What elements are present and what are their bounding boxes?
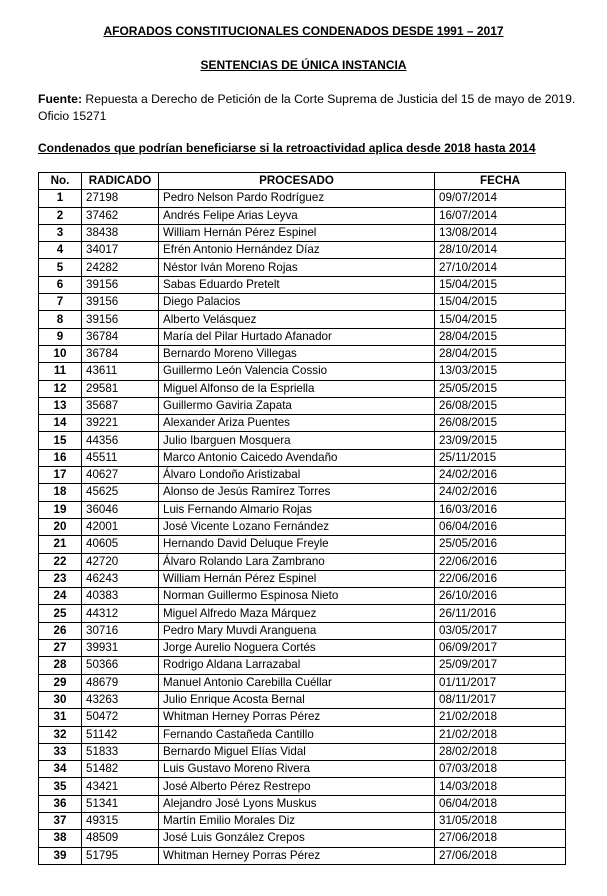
row-procesado: Guillermo Gaviria Zapata [159,397,435,414]
row-procesado: Guillermo León Valencia Cossio [159,363,435,380]
table-header-row [39,173,566,190]
row-number: 18 [39,484,82,501]
table-row [39,311,566,328]
row-number: 38 [39,830,82,847]
row-fecha: 06/04/2016 [435,518,566,535]
row-fecha: 27/06/2018 [435,847,566,864]
row-number: 8 [39,311,82,328]
source-text: Repuesta a Derecho de Petición de la Corte Suprema de Justicia del 15 de mayo de 2019. Oficio 15271 [38,92,576,123]
row-number: 26 [39,622,82,639]
row-procesado: Álvaro Rolando Lara Zambrano [159,553,435,570]
row-radicado: 48679 [82,674,159,691]
row-radicado: 29581 [82,380,159,397]
row-fecha: 25/05/2016 [435,536,566,553]
row-fecha: 08/11/2017 [435,691,566,708]
table-row [39,363,566,380]
row-radicado: 45625 [82,484,159,501]
row-number: 15 [39,432,82,449]
row-procesado: Marco Antonio Caicedo Avendaño [159,449,435,466]
row-procesado: Andrés Felipe Arias Leyva [159,207,435,224]
row-procesado: Alejandro José Lyons Muskus [159,795,435,812]
row-radicado: 51142 [82,726,159,743]
row-fecha: 28/04/2015 [435,345,566,362]
row-fecha: 25/05/2015 [435,380,566,397]
row-procesado: José Luis González Crepos [159,830,435,847]
table-row [39,484,566,501]
table-row [39,207,566,224]
document-subtitle: SENTENCIAS DE ÚNICA INSTANCIA [200,58,407,72]
row-procesado: Manuel Antonio Carebilla Cuéllar [159,674,435,691]
row-radicado: 43263 [82,691,159,708]
header-radicado: RADICADO [82,173,159,190]
table-row [39,432,566,449]
row-radicado: 40383 [82,588,159,605]
row-number: 33 [39,743,82,760]
row-procesado: William Hernán Pérez Espinel [159,570,435,587]
row-procesado: Martín Emilio Morales Diz [159,812,435,829]
row-number: 35 [39,778,82,795]
row-number: 39 [39,847,82,864]
row-radicado: 40627 [82,467,159,484]
table-row [39,761,566,778]
table-row [39,380,566,397]
row-number: 6 [39,276,82,293]
row-procesado: William Hernán Pérez Espinel [159,224,435,241]
row-number: 12 [39,380,82,397]
row-fecha: 15/04/2015 [435,276,566,293]
row-number: 19 [39,501,82,518]
row-number: 5 [39,259,82,276]
row-fecha: 14/03/2018 [435,778,566,795]
row-procesado: José Alberto Pérez Restrepo [159,778,435,795]
row-radicado: 45511 [82,449,159,466]
row-radicado: 39156 [82,276,159,293]
row-number: 27 [39,640,82,657]
row-procesado: Diego Palacios [159,294,435,311]
row-procesado: Alonso de Jesús Ramírez Torres [159,484,435,501]
row-fecha: 16/07/2014 [435,207,566,224]
row-fecha: 15/04/2015 [435,294,566,311]
row-fecha: 26/10/2016 [435,588,566,605]
table-row [39,726,566,743]
row-fecha: 23/09/2015 [435,432,566,449]
row-fecha: 25/09/2017 [435,657,566,674]
row-fecha: 06/04/2018 [435,795,566,812]
row-radicado: 42001 [82,518,159,535]
table-row [39,449,566,466]
row-radicado: 24282 [82,259,159,276]
row-radicado: 34017 [82,242,159,259]
row-radicado: 36784 [82,328,159,345]
row-procesado: Norman Guillermo Espinosa Nieto [159,588,435,605]
row-procesado: Miguel Alfonso de la Espriella [159,380,435,397]
row-fecha: 06/09/2017 [435,640,566,657]
row-number: 30 [39,691,82,708]
row-fecha: 31/05/2018 [435,812,566,829]
row-procesado: Luis Fernando Almario Rojas [159,501,435,518]
row-procesado: Efrén Antonio Hernández Díaz [159,242,435,259]
convicts-table [38,172,566,865]
row-number: 24 [39,588,82,605]
source-label: Fuente: [38,92,83,106]
row-number: 17 [39,467,82,484]
row-radicado: 35687 [82,397,159,414]
row-radicado: 44312 [82,605,159,622]
table-row [39,553,566,570]
row-fecha: 22/06/2016 [435,553,566,570]
row-fecha: 28/10/2014 [435,242,566,259]
row-fecha: 16/03/2016 [435,501,566,518]
row-procesado: Sabas Eduardo Pretelt [159,276,435,293]
row-fecha: 26/08/2015 [435,397,566,414]
table-row [39,743,566,760]
row-radicado: 44356 [82,432,159,449]
row-number: 9 [39,328,82,345]
row-number: 21 [39,536,82,553]
table-row [39,674,566,691]
row-procesado: Julio Enrique Acosta Bernal [159,691,435,708]
row-radicado: 50472 [82,709,159,726]
row-fecha: 26/11/2016 [435,605,566,622]
row-radicado: 46243 [82,570,159,587]
row-number: 11 [39,363,82,380]
row-procesado: Whitman Herney Porras Pérez [159,847,435,864]
table-row [39,224,566,241]
row-procesado: Fernando Castañeda Cantillo [159,726,435,743]
table-row [39,622,566,639]
row-procesado: Néstor Iván Moreno Rojas [159,259,435,276]
row-radicado: 39931 [82,640,159,657]
row-number: 13 [39,397,82,414]
table-row [39,691,566,708]
table-row [39,588,566,605]
table-row [39,328,566,345]
row-procesado: Rodrigo Aldana Larrazabal [159,657,435,674]
table-row [39,657,566,674]
row-radicado: 30716 [82,622,159,639]
row-fecha: 13/03/2015 [435,363,566,380]
row-number: 31 [39,709,82,726]
row-fecha: 26/08/2015 [435,415,566,432]
row-number: 23 [39,570,82,587]
row-number: 34 [39,761,82,778]
row-radicado: 51482 [82,761,159,778]
row-procesado: María del Pilar Hurtado Afanador [159,328,435,345]
row-number: 10 [39,345,82,362]
row-fecha: 24/02/2016 [435,484,566,501]
row-radicado: 36784 [82,345,159,362]
row-number: 2 [39,207,82,224]
table-row [39,640,566,657]
row-procesado: Álvaro Londoño Aristizabal [159,467,435,484]
row-procesado: Whitman Herney Porras Pérez [159,709,435,726]
table-row [39,778,566,795]
table-row [39,190,566,207]
table-row [39,536,566,553]
header-no: No. [39,173,82,190]
row-fecha: 09/07/2014 [435,190,566,207]
table-row [39,847,566,864]
table-row [39,242,566,259]
row-fecha: 21/02/2018 [435,709,566,726]
table-row [39,830,566,847]
row-number: 29 [39,674,82,691]
row-number: 20 [39,518,82,535]
row-fecha: 01/11/2017 [435,674,566,691]
row-radicado: 40605 [82,536,159,553]
row-radicado: 43611 [82,363,159,380]
document-title: AFORADOS CONSTITUCIONALES CONDENADOS DESDE 1991 – 2017 [103,24,504,38]
row-radicado: 36046 [82,501,159,518]
row-radicado: 39156 [82,311,159,328]
row-number: 36 [39,795,82,812]
row-radicado: 38438 [82,224,159,241]
row-fecha: 15/04/2015 [435,311,566,328]
row-fecha: 25/11/2015 [435,449,566,466]
row-procesado: Miguel Alfredo Maza Márquez [159,605,435,622]
table-row [39,259,566,276]
row-fecha: 27/10/2014 [435,259,566,276]
table-row [39,709,566,726]
source-note [38,91,578,125]
row-procesado: Bernardo Moreno Villegas [159,345,435,362]
table-row [39,467,566,484]
row-number: 7 [39,294,82,311]
row-radicado: 39221 [82,415,159,432]
header-procesado: PROCESADO [159,173,435,190]
row-radicado: 49315 [82,812,159,829]
row-procesado: Alexander Ariza Puentes [159,415,435,432]
row-number: 37 [39,812,82,829]
table-row [39,570,566,587]
row-procesado: Julio Ibarguen Mosquera [159,432,435,449]
section-heading: Condenados que podrían beneficiarse si la retroactividad aplica desde 2018 hasta 2014 [38,141,536,155]
row-fecha: 22/06/2016 [435,570,566,587]
table-row [39,294,566,311]
row-procesado: Pedro Mary Muvdi Aranguena [159,622,435,639]
row-radicado: 51341 [82,795,159,812]
row-procesado: Luis Gustavo Moreno Rivera [159,761,435,778]
row-procesado: Hernando David Deluque Freyle [159,536,435,553]
row-number: 1 [39,190,82,207]
header-fecha: FECHA [435,173,566,190]
row-procesado: Alberto Velásquez [159,311,435,328]
row-number: 25 [39,605,82,622]
table-row [39,501,566,518]
row-number: 22 [39,553,82,570]
row-number: 3 [39,224,82,241]
row-fecha: 28/02/2018 [435,743,566,760]
row-fecha: 24/02/2016 [435,467,566,484]
row-fecha: 28/04/2015 [435,328,566,345]
table-row [39,605,566,622]
row-radicado: 51833 [82,743,159,760]
row-number: 32 [39,726,82,743]
table-row [39,276,566,293]
row-fecha: 21/02/2018 [435,726,566,743]
row-fecha: 03/05/2017 [435,622,566,639]
table-row [39,345,566,362]
table-row [39,795,566,812]
row-fecha: 07/03/2018 [435,761,566,778]
row-number: 14 [39,415,82,432]
row-procesado: Jorge Aurelio Noguera Cortés [159,640,435,657]
row-fecha: 13/08/2014 [435,224,566,241]
row-radicado: 42720 [82,553,159,570]
row-radicado: 37462 [82,207,159,224]
row-procesado: Pedro Nelson Pardo Rodríguez [159,190,435,207]
row-radicado: 39156 [82,294,159,311]
row-number: 28 [39,657,82,674]
table-row [39,518,566,535]
row-fecha: 27/06/2018 [435,830,566,847]
row-procesado: José Vicente Lozano Fernández [159,518,435,535]
row-radicado: 27198 [82,190,159,207]
row-procesado: Bernardo Miguel Elías Vidal [159,743,435,760]
row-radicado: 48509 [82,830,159,847]
row-radicado: 43421 [82,778,159,795]
table-row [39,812,566,829]
table-row [39,397,566,414]
row-radicado: 51795 [82,847,159,864]
table-row [39,415,566,432]
row-number: 4 [39,242,82,259]
row-number: 16 [39,449,82,466]
row-radicado: 50366 [82,657,159,674]
